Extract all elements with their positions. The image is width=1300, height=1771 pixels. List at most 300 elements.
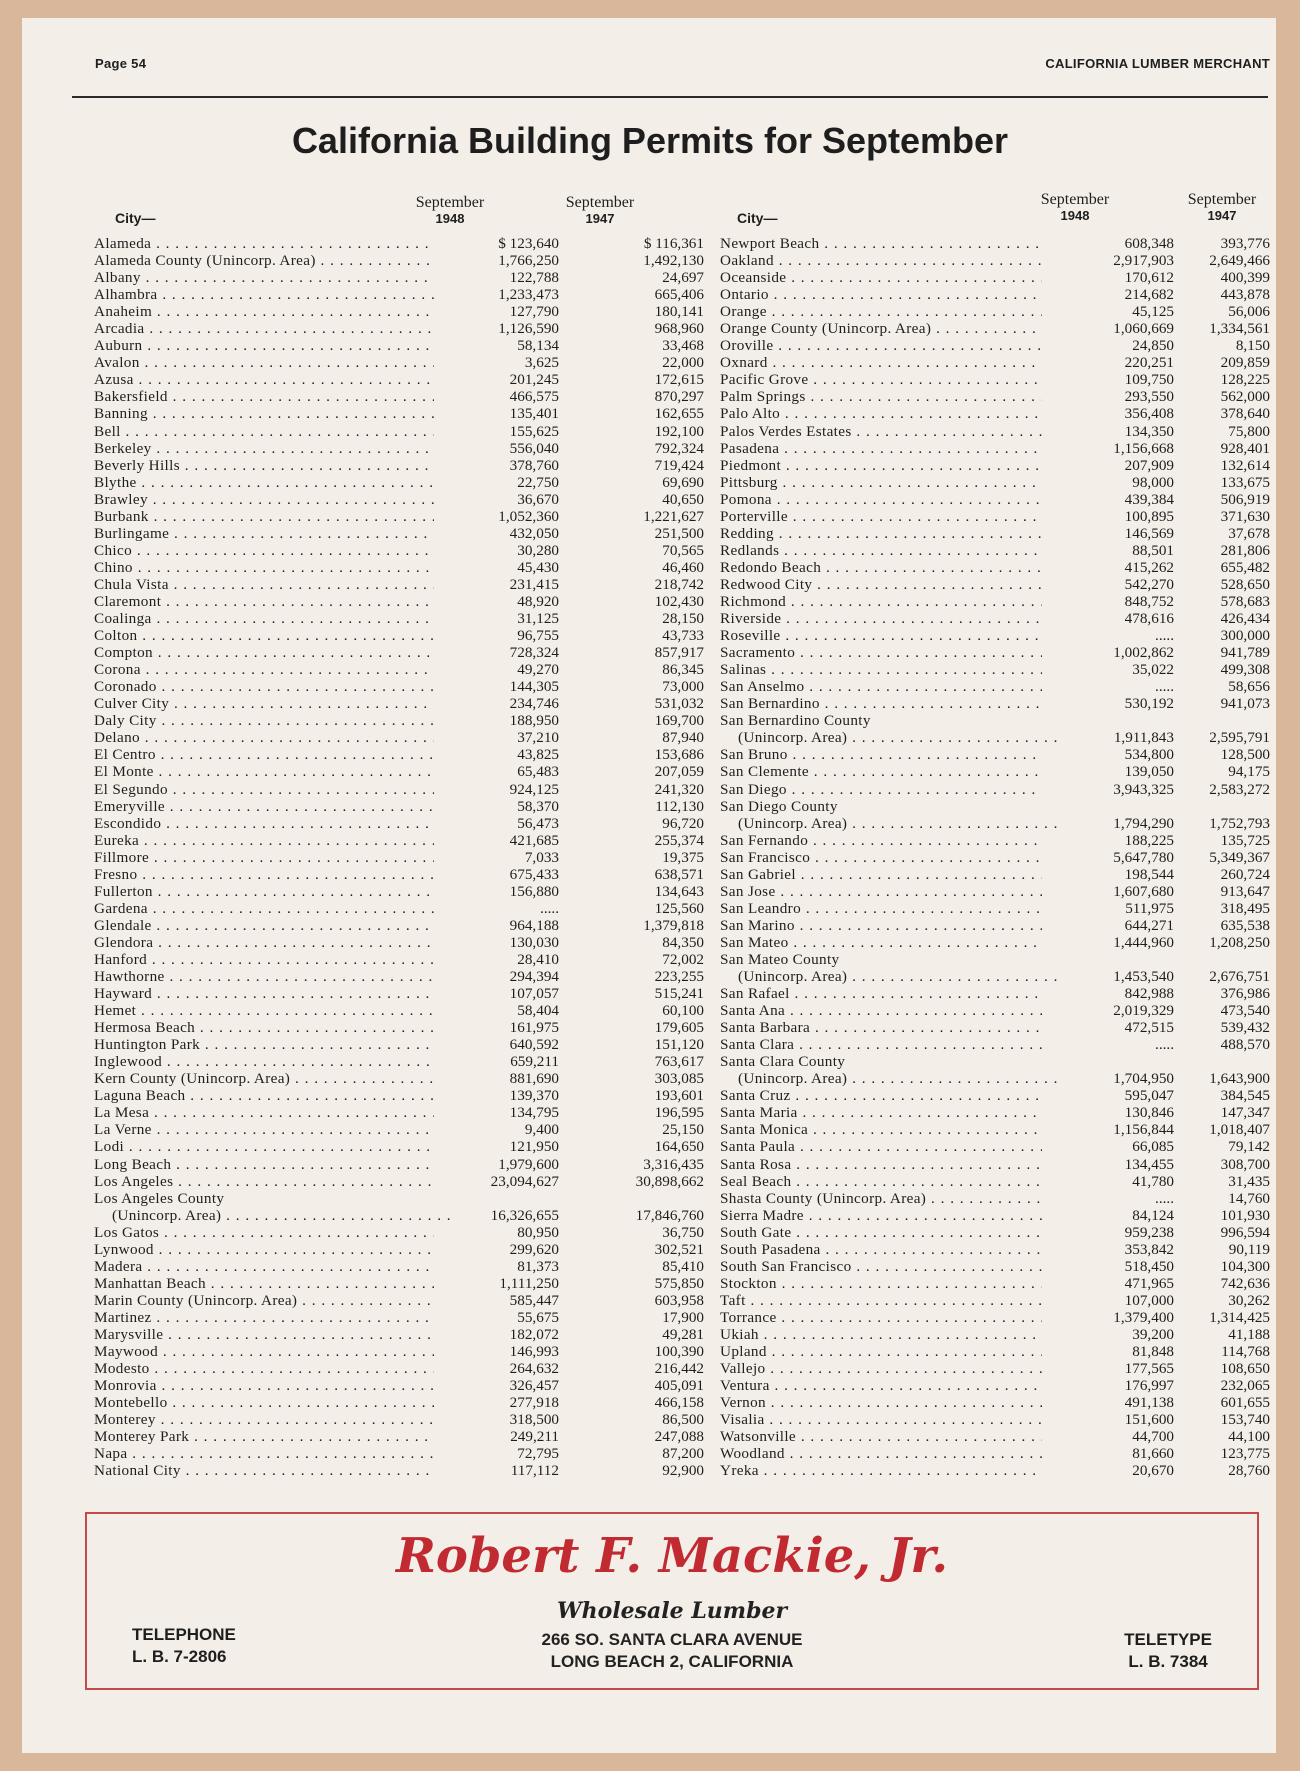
value-1947: 318,495 [1220, 899, 1270, 917]
city-name: Salinas . . . [720, 661, 1042, 678]
city-name: San Marino . . . [720, 917, 1042, 934]
city-name: Fullerton . . . [94, 883, 434, 900]
table-row [94, 235, 704, 252]
table-row [94, 814, 704, 832]
city-name: La Mesa . . . [94, 1104, 434, 1121]
table-row [720, 457, 1270, 474]
table-row [94, 831, 704, 849]
value-1947: 371,630 [1220, 507, 1270, 525]
city-name: Avalon . . . [94, 354, 434, 371]
city-name: Pomona . . . [720, 491, 1042, 508]
table-row [94, 968, 704, 986]
table-row [94, 456, 704, 474]
table-row [720, 712, 1270, 729]
value-1948: 107,057 [509, 985, 559, 1003]
table-row [94, 1223, 704, 1241]
table-row [720, 934, 1270, 951]
value-1947: 123,775 [1220, 1445, 1270, 1463]
city-name: Coalinga . . . [94, 610, 434, 627]
value-1947: 281,806 [1220, 541, 1270, 559]
table-row [94, 899, 704, 917]
table-row [720, 1036, 1270, 1053]
city-name: Santa Ana . . . [720, 1002, 1042, 1019]
table-row [720, 525, 1270, 542]
table-row [720, 832, 1270, 849]
value-1948: 277,918 [509, 1394, 559, 1412]
table-row [720, 235, 1270, 252]
table-row [720, 1445, 1270, 1462]
city-name: Compton . . . [94, 644, 434, 661]
value-1947: 1,752,793 [1209, 814, 1270, 832]
value-1948: 72,795 [517, 1445, 559, 1463]
table-row [720, 1104, 1270, 1121]
city-name: Palos Verdes Estates . . . [720, 423, 1042, 440]
table-row [94, 746, 704, 764]
value-1948: 675,433 [509, 865, 559, 883]
table-row [94, 695, 704, 713]
value-1947: 562,000 [1220, 388, 1270, 406]
value-1947: 1,334,561 [1209, 320, 1270, 338]
city-name: Manhattan Beach . . . [94, 1275, 434, 1292]
table-row [720, 1326, 1270, 1343]
city-name: Hayward . . . [94, 985, 434, 1002]
city-name: Redwood City . . . [720, 576, 1042, 593]
value-1947: 209,859 [1220, 354, 1270, 372]
city-name: Santa Clara County [720, 1053, 846, 1071]
city-name: San Fernando . . . [720, 832, 1042, 849]
value-1948: 1,060,669 [1113, 320, 1174, 338]
value-1947: 44,100 [1228, 1428, 1270, 1446]
table-row [720, 678, 1270, 695]
city-name: Upland . . . [720, 1343, 1042, 1360]
value-1948: 23,094,627 [490, 1172, 559, 1190]
table-row [720, 781, 1270, 798]
value-1947: 303,085 [654, 1070, 704, 1088]
city-name: Piedmont . . . [720, 457, 1042, 474]
value-1948: 188,950 [509, 712, 559, 730]
city-name: San Francisco . . . [720, 849, 1042, 866]
value-1948: 81,848 [1132, 1343, 1174, 1361]
value-1948: 146,993 [509, 1343, 559, 1361]
value-1948: 556,040 [509, 439, 559, 457]
value-1947: 30,898,662 [635, 1172, 704, 1190]
value-1947: 1,643,900 [1209, 1070, 1270, 1088]
city-name: San Gabriel . . . [720, 866, 1042, 883]
value-1947: 8,150 [1235, 337, 1270, 355]
city-name: Glendora . . . [94, 934, 434, 951]
right-col-1948-header: September 1948 [1040, 191, 1110, 223]
city-name: Monterey Park . . . [94, 1428, 434, 1445]
value-1948: 432,050 [509, 524, 559, 542]
advertiser-signature: Robert F. Mackie, Jr. [395, 1528, 949, 1584]
value-1947: 941,073 [1220, 695, 1270, 713]
value-1947: 578,683 [1220, 592, 1270, 610]
value-1948: 122,788 [509, 269, 559, 287]
value-1947: 192,100 [654, 422, 704, 440]
table-row [94, 592, 704, 610]
value-1947: 37,678 [1228, 524, 1270, 542]
city-name: Sierra Madre . . . [720, 1207, 1042, 1224]
value-1947: 75,800 [1228, 422, 1270, 440]
table-row [94, 1002, 704, 1020]
value-1947: 49,281 [662, 1326, 704, 1343]
city-name: Bakersfield . . . [94, 388, 434, 405]
value-1947: 86,500 [662, 1411, 704, 1429]
value-1947: 376,986 [1220, 985, 1270, 1003]
table-row [94, 252, 704, 270]
value-1947: 218,742 [654, 575, 704, 593]
value-1948: 842,988 [1124, 985, 1174, 1003]
value-1947: 70,565 [662, 541, 704, 559]
city-name: Roseville . . . [720, 627, 1042, 644]
table-row [720, 985, 1270, 1002]
city-name: Maywood . . . [94, 1343, 434, 1360]
value-1947: 792,324 [654, 439, 704, 457]
value-1948: 30,280 [517, 541, 559, 559]
city-name: (Unincorp. Area) . . . [720, 815, 1060, 832]
city-name: San Bernardino . . . [720, 695, 1042, 712]
value-1947: 665,406 [654, 286, 704, 304]
table-row [94, 627, 704, 645]
value-1947: 72,002 [662, 950, 704, 968]
table-row [94, 337, 704, 355]
value-1948: 44,700 [1132, 1428, 1174, 1446]
table-row [94, 780, 704, 798]
table-row [94, 797, 704, 815]
table-row [94, 1343, 704, 1361]
value-1948: 1,453,540 [1113, 968, 1174, 986]
table-row [94, 1326, 704, 1343]
table-row [720, 1156, 1270, 1173]
city-name: Visalia . . . [720, 1411, 1042, 1428]
value-1947: 1,018,407 [1209, 1121, 1270, 1139]
city-name: Arcadia . . . [94, 320, 434, 337]
value-1948: 144,305 [509, 678, 559, 696]
value-1948: 214,682 [1124, 286, 1174, 304]
value-1948: 45,125 [1132, 303, 1174, 321]
value-1947: 73,000 [662, 678, 704, 696]
value-1947: 763,617 [654, 1053, 704, 1071]
value-1947: 128,225 [1220, 371, 1270, 389]
value-1947: 30,262 [1228, 1291, 1270, 1309]
city-name: Fillmore . . . [94, 849, 434, 866]
value-1947: 180,141 [654, 303, 704, 321]
table-row [94, 1394, 704, 1412]
advertiser-business: Wholesale Lumber [556, 1598, 788, 1624]
table-row [94, 1121, 704, 1139]
value-1948: 356,408 [1124, 405, 1174, 423]
right-col-1947-header: September 1947 [1187, 191, 1257, 223]
table-row [94, 763, 704, 781]
city-name: Los Gatos . . . [94, 1224, 434, 1241]
table-row [94, 1377, 704, 1395]
table-row [94, 1445, 704, 1463]
city-name: Ukiah . . . [720, 1326, 1042, 1343]
value-1948: 100,895 [1124, 507, 1174, 525]
table-row [94, 1138, 704, 1156]
table-row [94, 1172, 704, 1190]
table-row [720, 1070, 1270, 1087]
value-1948: 49,270 [517, 661, 559, 679]
value-1948: 35,022 [1132, 661, 1174, 679]
table-row [720, 849, 1270, 866]
value-1948: 139,050 [1124, 763, 1174, 781]
value-1948: 155,625 [509, 422, 559, 440]
table-row [720, 508, 1270, 525]
value-1948: 924,125 [509, 780, 559, 798]
left-col-1947-header: September 1947 [565, 194, 635, 226]
value-1948: 151,600 [1124, 1411, 1174, 1429]
value-1947: 378,640 [1220, 405, 1270, 423]
table-row [720, 337, 1270, 354]
table-row [720, 474, 1270, 491]
table-row [720, 661, 1270, 678]
table-row [720, 1224, 1270, 1241]
value-1948: 9,400 [524, 1121, 559, 1139]
city-name: Marin County (Unincorp. Area) . . . [94, 1292, 434, 1309]
table-row [94, 1190, 649, 1207]
table-row [720, 610, 1270, 627]
city-name: Orange . . . [720, 303, 1042, 320]
table-row [94, 490, 704, 508]
table-row [94, 1036, 704, 1054]
city-name: Alhambra . . . [94, 286, 434, 303]
table-row [720, 900, 1270, 917]
value-1948: ..... [1155, 1036, 1174, 1054]
value-1947: 742,636 [1220, 1274, 1270, 1292]
value-1948: 491,138 [1124, 1394, 1174, 1412]
city-name: Auburn . . . [94, 337, 434, 354]
table-row [720, 1121, 1270, 1138]
city-name: (Unincorp. Area) . . . [720, 729, 1060, 746]
value-1948: 299,620 [509, 1240, 559, 1258]
value-1948: ..... [540, 899, 559, 917]
value-1947: 968,960 [654, 320, 704, 338]
city-name: Oceanside . . . [720, 269, 1042, 286]
value-1948: 135,401 [509, 405, 559, 423]
city-name: Lodi . . . [94, 1138, 434, 1155]
value-1947: 79,142 [1228, 1138, 1270, 1156]
value-1947: 193,601 [654, 1087, 704, 1105]
value-1948: 127,790 [509, 303, 559, 321]
table-row [720, 1173, 1270, 1190]
value-1947: 101,930 [1220, 1206, 1270, 1224]
value-1947: 1,379,818 [643, 916, 704, 934]
city-name: Alameda County (Unincorp. Area) . . . [94, 252, 434, 269]
table-row [720, 576, 1270, 593]
city-name: Orange County (Unincorp. Area) . . . [720, 320, 1042, 337]
table-row [720, 559, 1270, 576]
value-1948: 644,271 [1124, 916, 1174, 934]
value-1947: 25,150 [662, 1121, 704, 1139]
table-row [94, 303, 704, 321]
value-1947: 46,460 [662, 558, 704, 576]
table-row [720, 1462, 1270, 1479]
value-1948: 121,950 [509, 1138, 559, 1156]
city-name: South Gate . . . [720, 1224, 1042, 1241]
table-row [720, 303, 1270, 320]
table-row [94, 985, 704, 1003]
value-1948: 130,030 [509, 933, 559, 951]
value-1947: 86,345 [662, 661, 704, 679]
value-1947: 102,430 [654, 592, 704, 610]
value-1948: 96,755 [517, 627, 559, 645]
value-1948: 201,245 [509, 371, 559, 389]
table-row [720, 320, 1270, 337]
city-name: Monterey . . . [94, 1411, 434, 1428]
value-1948: 134,350 [1124, 422, 1174, 440]
city-name: Marysville . . . [94, 1326, 434, 1343]
value-1948: 378,760 [509, 456, 559, 474]
table-row [720, 627, 1270, 644]
city-name: Seal Beach . . . [720, 1173, 1042, 1190]
city-name: Colton . . . [94, 627, 434, 644]
table-row [720, 951, 1270, 968]
city-name: San Mateo . . . [720, 934, 1042, 951]
value-1947: 384,545 [1220, 1087, 1270, 1105]
table-row [94, 933, 704, 951]
city-name: Redlands . . . [720, 542, 1042, 559]
value-1948: 146,569 [1124, 524, 1174, 542]
value-1948: 176,997 [1124, 1377, 1174, 1395]
value-1948: 728,324 [509, 644, 559, 662]
value-1948: 1,444,960 [1113, 933, 1174, 951]
value-1948: 1,979,600 [498, 1155, 559, 1173]
value-1947: 499,308 [1220, 661, 1270, 679]
table-row [720, 1309, 1270, 1326]
city-name: Beverly Hills . . . [94, 457, 434, 474]
value-1948: 1,002,862 [1113, 644, 1174, 662]
city-name: South Pasadena . . . [720, 1241, 1042, 1258]
value-1947: 196,595 [654, 1104, 704, 1122]
value-1948: 198,544 [1124, 865, 1174, 883]
table-row [94, 558, 704, 576]
value-1947: 179,605 [654, 1019, 704, 1037]
value-1947: 515,241 [654, 985, 704, 1003]
city-name: Alameda . . . [94, 235, 434, 252]
table-row [720, 440, 1270, 457]
value-1947: 260,724 [1220, 865, 1270, 883]
value-1948: 1,794,290 [1113, 814, 1174, 832]
city-name: Blythe . . . [94, 474, 434, 491]
value-1948: 1,156,668 [1113, 439, 1174, 457]
city-name: Gardena . . . [94, 900, 434, 917]
value-1948: $ 123,640 [498, 235, 559, 252]
value-1947: 635,538 [1220, 916, 1270, 934]
table-row [720, 1343, 1270, 1360]
table-row [720, 917, 1270, 934]
value-1948: 31,125 [517, 610, 559, 628]
table-row [94, 1308, 704, 1326]
value-1947: 655,482 [1220, 558, 1270, 576]
value-1947: 2,676,751 [1209, 968, 1270, 986]
value-1948: 3,943,325 [1113, 780, 1174, 798]
city-name: San Anselmo . . . [720, 678, 1042, 695]
city-name: Culver City . . . [94, 695, 434, 712]
city-name: Daly City . . . [94, 712, 434, 729]
value-1947: 169,700 [654, 712, 704, 730]
value-1947: 85,410 [662, 1257, 704, 1275]
value-1947: 43,733 [662, 627, 704, 645]
table-row [94, 848, 704, 866]
table-row [94, 320, 704, 338]
value-1947: 87,200 [662, 1445, 704, 1463]
city-name: Santa Monica . . . [720, 1121, 1042, 1138]
city-name: Yreka . . . [720, 1462, 1042, 1479]
page-number: Page 54 [95, 56, 147, 71]
city-name: Huntington Park . . . [94, 1036, 434, 1053]
header-rule [72, 96, 1268, 98]
city-name: Coronado . . . [94, 678, 434, 695]
value-1947: 31,435 [1228, 1172, 1270, 1190]
table-row [94, 1428, 704, 1446]
city-name: Hermosa Beach . . . [94, 1019, 434, 1036]
city-name: Palm Springs . . . [720, 388, 1042, 405]
value-1948: 439,384 [1124, 490, 1174, 508]
value-1948: 177,565 [1124, 1360, 1174, 1378]
city-name: Lynwood . . . [94, 1241, 434, 1258]
city-name: San Jose . . . [720, 883, 1042, 900]
value-1947: 539,432 [1220, 1019, 1270, 1037]
city-name: Sacramento . . . [720, 644, 1042, 661]
value-1948: 65,483 [517, 763, 559, 781]
value-1948: 640,592 [509, 1036, 559, 1054]
city-name: Fresno . . . [94, 866, 434, 883]
table-row [94, 1257, 704, 1275]
value-1947: 393,776 [1220, 235, 1270, 252]
value-1948: 1,704,950 [1113, 1070, 1174, 1088]
city-name: San Bernardino County [720, 712, 871, 730]
city-name: Santa Barbara . . . [720, 1019, 1042, 1036]
value-1947: 36,750 [662, 1223, 704, 1241]
table-row [94, 882, 704, 900]
value-1948: 80,950 [517, 1223, 559, 1241]
value-1948: 81,373 [517, 1257, 559, 1275]
table-row [94, 405, 704, 423]
telephone-block: TELEPHONE L. B. 7-2806 [132, 1625, 236, 1666]
value-1948: 585,447 [509, 1291, 559, 1309]
value-1947: 153,686 [654, 746, 704, 764]
city-name: Corona . . . [94, 661, 434, 678]
city-name: Chula Vista . . . [94, 576, 434, 593]
value-1947: 162,655 [654, 405, 704, 423]
value-1948: 41,780 [1132, 1172, 1174, 1190]
city-name: Brawley . . . [94, 491, 434, 508]
value-1947: 69,690 [662, 473, 704, 491]
value-1948: 1,156,844 [1113, 1121, 1174, 1139]
value-1947: 488,570 [1220, 1036, 1270, 1054]
value-1947: 506,919 [1220, 490, 1270, 508]
value-1947: 3,316,435 [643, 1155, 704, 1173]
table-row [720, 1377, 1270, 1394]
city-name: Torrance . . . [720, 1309, 1042, 1326]
value-1947: 223,255 [654, 968, 704, 986]
value-1947: 247,088 [654, 1428, 704, 1446]
left-city-header: City— [115, 210, 156, 226]
value-1947: 5,349,367 [1209, 848, 1270, 866]
city-name: Riverside . . . [720, 610, 1042, 627]
value-1948: 84,124 [1132, 1206, 1174, 1224]
table-row [94, 354, 704, 372]
value-1947: 58,656 [1228, 678, 1270, 696]
value-1947: 133,675 [1220, 473, 1270, 491]
left-permit-table [94, 235, 704, 1480]
city-name: San Leandro . . . [720, 900, 1042, 917]
city-name: Monrovia . . . [94, 1377, 434, 1394]
value-1947: 241,320 [654, 780, 704, 798]
value-1948: 659,211 [510, 1053, 559, 1071]
table-row [94, 1087, 704, 1105]
